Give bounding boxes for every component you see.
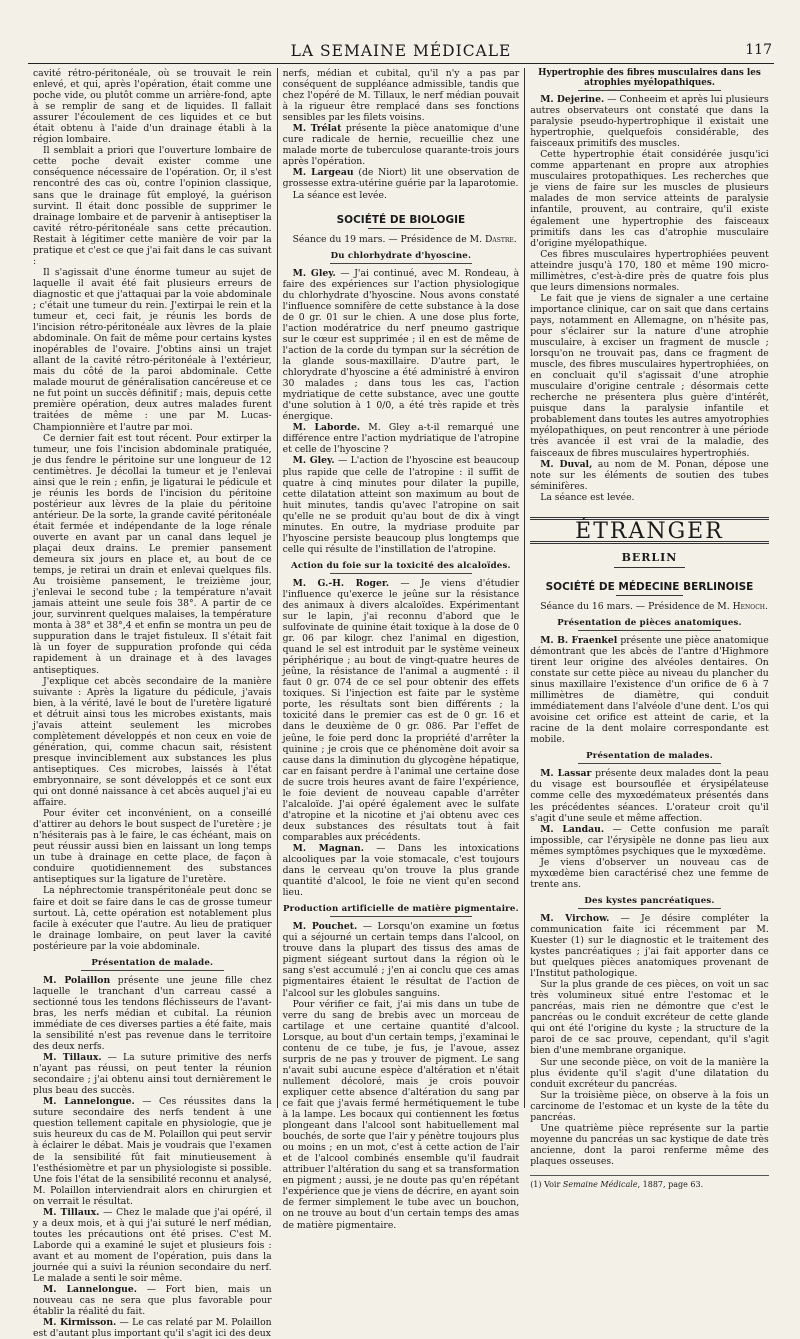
paragraph: Sur la troisième pièce, on observe à la fois un carcinome de l'estomac et un kyste de la tête du pancréas.: [530, 1089, 769, 1123]
president-name: Dastre: [485, 233, 514, 245]
paragraph: La néphrectomie transpéritonéale peut donc se faire et doit se faire dans le cas de grosse tumeur surtout. Là, cette opération est notablement plus facile à exécuter que l'autre. Au lieu de pratiquer le drainage lombaire, on peut laver la cavité postérieure par la voie abdominale.: [33, 885, 272, 952]
footnote-text: (1) Voir: [530, 1179, 563, 1189]
paragraph: Le fait que je viens de signaler a une certaine importance clinique, car on sait que dans certains pays, notamment en Allemagne, on n'hésite pas, pour s'éclairer sur la nature d'une atrophie musculaire, à exciser un fragment de muscle ; lorsqu'on ne trouvait pas, dans ce fragment de muscle, des fibres musculaires hypertrophiées, on en concluait qu'il s'agissait d'une atrophie musculaire d'origine centrale ; désormais cette recherche ne présentera plus guère d'intérêt, puisque dans la paralysie infantile et probablement dans toutes les autres amyotrophies myélopathiques, on peut rencontrer à une période très avancée il est vrai de la maladie, des faisceaux de fibres musculaires hypertrophiés.: [530, 292, 769, 459]
paragraph-text: — Conheeim et après lui plusieurs autres observateurs ont constaté que dans la paralysie pseudo-hypertrophique il existait une hypertrophie, quelquefois considérable, des faisceaux primitifs des muscles.: [530, 94, 769, 150]
paragraph: [530, 635, 769, 745]
paragraph: [283, 921, 520, 998]
section-heading-text: Présentation de malades.: [586, 751, 713, 762]
section-heading: [530, 618, 769, 631]
paragraph-text: — L'action de l'hyoscine est beaucoup plus rapide que celle de l'atropine : il suffit de quatre à cinq minutes pour dilater la pupille, cette dilatation atteint son maximum au bout de huit minutes, tandis qu'avec l'atropine on sait qu'elle ne se produit qu'au bout de dix à vingt minutes. En outre, la mydriase produite par l'hyoscine persiste beaucoup plus longtemps que celle qui résulte de l'instillation de l'atropine.: [282, 455, 520, 555]
paragraph-text: — Cette confusion me paraît impossible, car l'érysipèle ne donne pas lieu aux mêmes symptômes psychiques que le myxœdème.: [530, 823, 769, 857]
paragraph: Cette hypertrophie était considérée jusqu'ici comme appartenant en propre aux atrophies musculaires protopathiques. Les recherches que je viens de faire sur les muscles de plusieurs malades de mon service atteints de paralysie infantile, prouvent, au contraire, qu'il existe également une hypertrophie des faisceaux primitifs dans les cas d'atrophie musculaire d'origine myélopathique.: [530, 149, 769, 249]
speaker-name: M. Polaillon: [43, 974, 111, 986]
divider: [578, 90, 721, 91]
speaker-name: M. Landau.: [540, 823, 605, 835]
section-heading-text: Présentation de pièces anatomiques.: [557, 617, 742, 628]
section-heading: [530, 751, 769, 764]
divider: [330, 573, 472, 574]
paragraph: Une quatrième pièce représente sur la partie moyenne du pancréas un sac kystique de date très ancienne, dont la paroi renferme même des plaques osseuses.: [530, 1122, 769, 1167]
city-heading: BERLIN: [621, 550, 678, 564]
paragraph: [530, 459, 769, 492]
paragraph: [283, 123, 520, 167]
paragraph: [283, 422, 520, 455]
session-text: Séance du 16 mars. — Présidence de M.: [540, 600, 733, 612]
paragraph-text: — Je viens d'étudier l'influence qu'exerce le jeûne sur la résistance des animaux à divers alcaloïdes. Expérimentant sur le lapin, j'ai reconnu d'abord que le sulfovinate de quinine était toxique à la dose de 0 gr. 06 par kilogr. chez l'animal en digestion, quand le sel est introduit par le système veineux périphérique ; au bout de vingt-quatre heures de jeûne, la résistance de l'animal a augmenté : il faut 0 gr. 074 de ce sel pour obtenir des effets toxiques. Si l'injection est faite par le système porte, les résultats sont bien différents ; la toxicité dans le premier cas est de 0 gr. 16 et dans le deuxième de 0 gr. 086. Par l'effet de jeûne, le foie perd donc la propriété d'arrêter la quinine ; je crois que ce phénomène doit avoir sa cause dans la diminution du glycogène hépatique, car en faisant perdre à l'animal une certaine dose de sucre trois heures avant de faire l'expérience, le foie devient de nouveau capable d'arrêter l'alcaloïde. J'ai opéré également avec le sulfate d'atropine et la nicotine et j'ai obtenu avec ces deux substances des résultats tout à fait comparables aux précédents.: [282, 577, 520, 843]
session-line: [530, 601, 769, 612]
society-heading: SOCIÉTÉ DE MÉDECINE BERLINOISE: [545, 580, 754, 593]
paragraph-text: — J'ai continué, avec M. Rondeau, à faire des expériences sur l'action physiologique du chlorhydrate d'hyoscine. Nous avons constaté l'influence somnifère de cette substance à la dose de 0 gr. 01 sur le chien. A une dose plus forte, l'action modératrice du nerf pneumo gastrique sur le cœur est supprimée ; il en est de même de l'action de la corde du tympan sur la sécrétion de la glande sous-maxillaire. D'autre part, le chlorydrate d'hyoscine a été administré à environ 30 malades ; dans tous les cas, l'action mydriatique de cette substance, avec une goutte d'une solution à 1 0/0, a été très rapide et très énergique.: [282, 267, 520, 423]
speaker-name: M. Laborde.: [292, 422, 361, 434]
paragraph-text: — Dans les intoxications alcooliques par la voie stomacale, c'est toujours dans le cerveau qu'on trouve la plus grande quantité d'alcool, le foie ne vient qu'en second lieu.: [282, 843, 520, 899]
paragraph: [283, 268, 520, 423]
paragraph: [530, 824, 769, 857]
session-line: [283, 234, 520, 245]
page-number: 117: [745, 42, 772, 58]
speaker-name: M. Gley.: [292, 455, 335, 467]
speaker-name: M. Tillaux.: [43, 1052, 102, 1064]
paragraph: Ces fibres musculaires hypertrophiées peuvent atteindre jusqu'à 170, 180 et même 190 micro-millimètres, c'est-à-dire près de quatre fois plus que leurs dimensions normales.: [530, 248, 769, 293]
president-name: Henoch: [732, 600, 766, 612]
divider: [578, 908, 721, 909]
paragraph: Pour vérifier ce fait, j'ai mis dans un tube de verre du sang de brebis avec un morceau de cartilage et une certaine quantité d'alcool. Lorsque, au bout d'un certain temps, j'examinai le contenu de ce tube, je fus, je l'avoue, assez surpris de ne pas y trouver de pigment. Le sang n'avait subi aucune espèce d'altération et n'était nullement décoloré, mais je crois pouvoir expliquer cette absence d'altération du sang par ce fait que j'avais fermé hermétiquement le tube à la lampe. Les bocaux qui contiennent les fœtus plongeant dans l'alcool sont habituellement mal bouchés, de sorte que l'air y pénètre toujours plus ou moins ; en un mot, c'est à cette action de l'air et de l'alcool combinés ensemble qu'il faudrait attribuer l'altération du sang et sa transformation en pigment ; aussi, je ne doute pas qu'en répétant l'expérience que je viens de décrire, en ayant soin de fermer simplement le tube avec un bouchon, on ne trouve au bout d'un certain temps des amas de matière pigmentaire.: [282, 998, 520, 1231]
header-rule: [28, 63, 774, 64]
paragraph-text: — Ces réussites dans la suture secondaire des nerfs tendent à une question tellement capitale en physiologie, que je suis heureux du cas de M. Polaillon qui peut servir à éclairer le débat. Mais je voudrais que l'examen de la sensibilité fût fait minutieusement à l'esthésiomètre et par un physiologiste si possible. Une fois l'état de la sensibilité reconnu et analysé, M. Polaillon interviendrait alors en chirurgien et on verrait le résultat.: [33, 1096, 272, 1207]
speaker-name: M. Trélat: [292, 123, 342, 135]
paragraph: Il s'agissait d'une énorme tumeur au sujet de laquelle il avait été fait plusieurs erreurs de diagnostic et que j'attaquai par la voie abdominale ; c'était une tumeur du rein. J'extirpai le rein et la tumeur et, ceci fait, je réunis les bords de l'incision rétro-péritonéale aux lèvres de la plaie abdominale. On fait de même pour certains kystes inopérables de l'ovaire. J'obtins ainsi un trajet allant de la cavité rétro-péritonéale à l'extérieur, mais du côté de la paroi abdominale. Cette malade mourut de généralisation cancéreuse et ce ne fut point un succès définitif ; mais, depuis cette première opération, deux autres malades furent traitées de même : une par M. Lucas-Championnière et l'autre par moi.: [33, 266, 272, 433]
paragraph-text: présente deux malades dont la peau du visage est boursouflée et érysipélateuse comme celle des myxœdémateux présentés dans les précédentes séances. L'orateur croit qu'il s'agit d'une seule et même affection.: [530, 768, 769, 824]
paragraph: [530, 94, 769, 149]
paragraph-text: au nom de M. Ponan, dépose une note sur les éléments de soutien des tubes séminifères.: [530, 458, 769, 492]
paragraph-text: — Lorsqu'on examine un fœtus qui a séjourné un certain temps dans l'alcool, on trouve dans la plupart des tissus des amas de pigment siégeant surtout dans la région où le sang s'est accumulé ; j'en ai conclu que ces amas pigmentaires étaient le résultat de l'action de l'alcool sur les globules sanguins.: [282, 921, 520, 999]
paragraph: [33, 1096, 272, 1206]
paragraph: [33, 1052, 272, 1096]
section-heading: [33, 958, 272, 971]
section-heading: [283, 904, 520, 917]
section-heading-text: Production artificielle de matière pigmentaire.: [283, 904, 519, 915]
column-1: [28, 68, 277, 1339]
divider: [616, 595, 683, 596]
column-2: [277, 68, 526, 1231]
paragraph: [530, 913, 769, 979]
section-heading-text: Du chlorhydrate d'hyoscine.: [330, 250, 472, 261]
page-header: [28, 42, 774, 62]
paragraph-text: M. Gley a-t-il remarqué une différence entre l'action mydriatique de l'atropine et celle de l'hyoscine ?: [282, 422, 520, 456]
speaker-name: M. Lassar: [540, 768, 592, 780]
paragraph-text: — Je désire compléter la communication faite ici récemment par M. Kuester (1) sur le diagnostic et le traitement des kystes pancréatiques ; j'ai fait apporter dans ce but quelques pièces anatomiques provenant de l'Institut pathologique.: [530, 912, 769, 980]
footnote-text: , 1887, page 63.: [637, 1179, 704, 1189]
paragraph: [283, 167, 520, 189]
paragraph: [530, 768, 769, 823]
paragraph: [33, 975, 272, 1052]
divider: [81, 970, 224, 971]
section-heading-text: Hypertrophie des fibres musculaires dans les atrophies myélopathiques.: [538, 68, 761, 88]
speaker-name: M. Kirmisson.: [43, 1317, 117, 1329]
speaker-name: M. Pouchet.: [292, 921, 358, 933]
speaker-name: M. Lannelongue.: [43, 1096, 135, 1108]
speaker-name: M. Gley.: [292, 267, 336, 279]
paragraph-text: présente la pièce anatomique d'une cure radicale de hernie, recueillie chez une malade morte de tuberculose quarante-trois jours après l'opération.: [282, 123, 520, 168]
paragraph: [283, 843, 520, 898]
paragraph: [283, 578, 520, 843]
columns: [28, 68, 774, 1339]
speaker-name: M. Tillaux.: [43, 1206, 100, 1218]
paragraph: J'explique cet abcès secondaire de la manière suivante : Après la ligature du pédicule, j'avais bien, à la vérité, lavé le bout de l'uretère ligaturé et détruit ainsi tous les microbes existants, mais j'avais atteint seulement les microbes complètement développés et non ceux en voie de génération, qui, comme chacun sait, résistent presque invinciblement aux substances les plus antiseptiques. Ces microbes, laissés à l'état embryonnaire, se sont développés et ce sont eux qui ont donné naissance à cet abcès auquel j'ai eu affaire.: [33, 675, 272, 809]
paragraph-text: présente une jeune fille chez laquelle le tranchant d'un carreau cassé a sectionné tous les tendons fléchisseurs de l'avant-bras, les nerfs médian et cubital. La réunion immédiate de ces diverses parties a été faite, mais la sensibilité n'est pas revenue dans le territoire des deux nerfs.: [33, 974, 272, 1053]
speaker-name: M. Magnan.: [292, 843, 364, 854]
divider: [330, 916, 472, 917]
section-heading: [530, 68, 769, 91]
section-heading-text: Action du foie sur la toxicité des alcaloïdes.: [291, 560, 511, 571]
paragraph: La séance est levée.: [292, 189, 387, 201]
paragraph-text: présente une pièce anatomique démontrant que les abcès de l'antre d'Highmore tirent leur origine des alvéoles dentaires. On constate sur cette pièce au niveau du plancher du sinus maxillaire l'existence d'un orifice de 6 à 7 millimètres de diamètre, qui conduit immédiatement dans l'alvéole d'une dent. L'os qui avoisine cet orifice est atteint de carie, et la racine de la dent molaire correspondante est mobile.: [530, 634, 769, 746]
section-heading-text: Présentation de malade.: [91, 957, 214, 968]
speaker-name: M. Duval,: [540, 458, 593, 470]
paragraph: Sur la plus grande de ces pièces, on voit un sac très volumineux situé entre l'estomac et le pancréas, mais rien ne démontre que c'est le pancréas ou le conduit excréteur de cette glande qui ont été l'origine du kyste ; la structure de la paroi de ce sac prouve, cependant, qu'il s'agit bien d'une membrane organique.: [530, 979, 769, 1057]
paragraph: cavité rétro-péritonéale, où se trouvait le rein enlevé, et qui, après l'opération, était comme une poche vide, ou plutôt comme un arrière-fond, apte à se remplir de sang et de liquides. Il fallait assurer l'écoulement de ces liquides et ce but était obtenu à l'aide d'un drainage établi à la région lombaire.: [33, 68, 272, 146]
paragraph: Pour éviter cet inconvénient, on a conseillé d'attirer au dehors le bout suspect de l'uretère ; je n'hésiterais pas à le faire, le cas échéant, mais on peut réussir aussi bien en laissant un long temps un tube à drainage en cette place, de façon à conduire quotidiennement des substances antiseptiques sur la ligature de l'uretère.: [33, 808, 272, 886]
paragraph-text: — Fort bien, mais un nouveau cas ne sera que plus favorable pour établir la réalité du fait.: [33, 1284, 272, 1318]
paragraph: [33, 1207, 272, 1284]
paragraph-text: — Chez le malade que j'ai opéré, il y a deux mois, et à qui j'ai suturé le nerf médian, toutes les précautions ont été prises. C'est M. Laborde qui a examiné le sujet et plusieurs fois : avant et au moment de l'opération, puis dans la journée qui a suivi la réunion secondaire du nerf. Le malade a senti le soir même.: [33, 1206, 272, 1285]
divider: [368, 228, 434, 229]
paragraph: La séance est levée.: [540, 491, 635, 503]
divider: [578, 763, 721, 764]
paragraph: Il semblait a priori que l'ouverture lombaire de cette poche devait exister comme une conséquence nécessaire de l'opération. Or, il s'est rencontré des cas où, contre l'opinion classique, sans que le drainage fût employé, la guérison survint. Il était donc possible de supprimer le drainage lombaire et de parvenir à antiseptiser la cavité rétro-péritonéale sans cette précaution. Restait à légitimer cette manière de voir par la pratique et c'est ce que j'ai fait dans le cas suivant :: [33, 145, 272, 267]
speaker-name: M. Dejerine.: [540, 94, 605, 105]
footnote: [530, 1175, 769, 1190]
paragraph: Je viens d'observer un nouveau cas de myxœdème bien caractérisé chez une femme de trente ans.: [530, 856, 769, 890]
section-banner: ÉTRANGER: [530, 517, 769, 544]
section-heading: [283, 561, 520, 574]
session-text: Séance du 19 mars. — Présidence de M.: [292, 233, 485, 245]
session-text: .: [513, 233, 517, 245]
section-heading-text: Des kystes pancréatiques.: [584, 895, 715, 906]
paragraph-text: (de Niort) lit une observation de grossesse extra-utérine guérie par la laparotomie.: [282, 167, 520, 190]
society-heading: SOCIÉTÉ DE BIOLOGIE: [336, 213, 466, 226]
speaker-name: M. Lannelongue.: [43, 1284, 137, 1296]
divider: [614, 567, 686, 568]
paragraph: [33, 1317, 272, 1339]
section-heading: [283, 251, 520, 264]
speaker-name: M. B. Fraenkel: [540, 634, 618, 646]
footnote-journal: Semaine Médicale: [562, 1179, 638, 1189]
speaker-name: M. Largeau: [292, 167, 354, 179]
paragraph-text: — Le cas relaté par M. Polaillon est d'autant plus important qu'il s'agit ici des deux: [33, 1317, 272, 1339]
divider: [330, 263, 472, 264]
paragraph: Ce dernier fait est tout récent. Pour extirper la tumeur, une fois l'incision abdominale pratiquée, je dus fendre le péritoine sur une longueur de 12 centimètres. Je décollai la tumeur et je l'enlevai ainsi que le rein ; enfin, je ligaturai le pédicule et je réunis les bords de l'incision du péritoine postérieur aux lèvres de la plaie du péritoine antérieur. De la sorte, la grande cavité péritonéale était fermée et indépendante de la loge rénale ouverte en avant par un canal dans lequel je plaçai deux drains. Le premier pansement demeura six jours en place et, au bout de ce temps, je retirai un drain et enlevai quelques fils. Au troisième pansement, le treizième jour, j'enlevai le second tube ; la température n'avait jamais atteint une seule fois 38°. A partir de ce jour, survinrent quelques malaises, la température monta à 38° et 38°,4 et enfin se montra un peu de suppuration dans le trajet fistuleux. Il s'était fait là un foyer de suppuration profonde qui céda rapidement à un drainage et à des lavages antiseptiques.: [33, 432, 272, 676]
paragraph: Sur une seconde pièce, on voit de la manière la plus évidente qu'il s'agit d'une dilatation du conduit excréteur du pancréas.: [530, 1056, 769, 1090]
section-heading: [530, 896, 769, 909]
paragraph: [283, 455, 520, 554]
journal-title: LA SEMAINE MÉDICALE: [290, 42, 512, 60]
column-3: [525, 68, 774, 1189]
divider: [578, 630, 721, 631]
session-text: .: [765, 600, 768, 612]
paragraph-text: — La suture primitive des nerfs n'ayant pas réussi, on peut tenter la réunion secondaire ; j'ai obtenu ainsi tout dernièrement le plus beau des succès.: [33, 1052, 272, 1097]
paragraph: [33, 1284, 272, 1317]
paragraph: nerfs, médian et cubital, qu'il n'y a pas par conséquent de suppléance admissible, tandis que chez l'opéré de M. Tillaux, le nerf médian pouvait à la rigueur être remplacé dans ses fonctions sensibles par les filets voisins.: [282, 68, 520, 124]
speaker-name: M. Virchow.: [540, 912, 610, 924]
speaker-name: M. G.-H. Roger.: [292, 577, 390, 589]
